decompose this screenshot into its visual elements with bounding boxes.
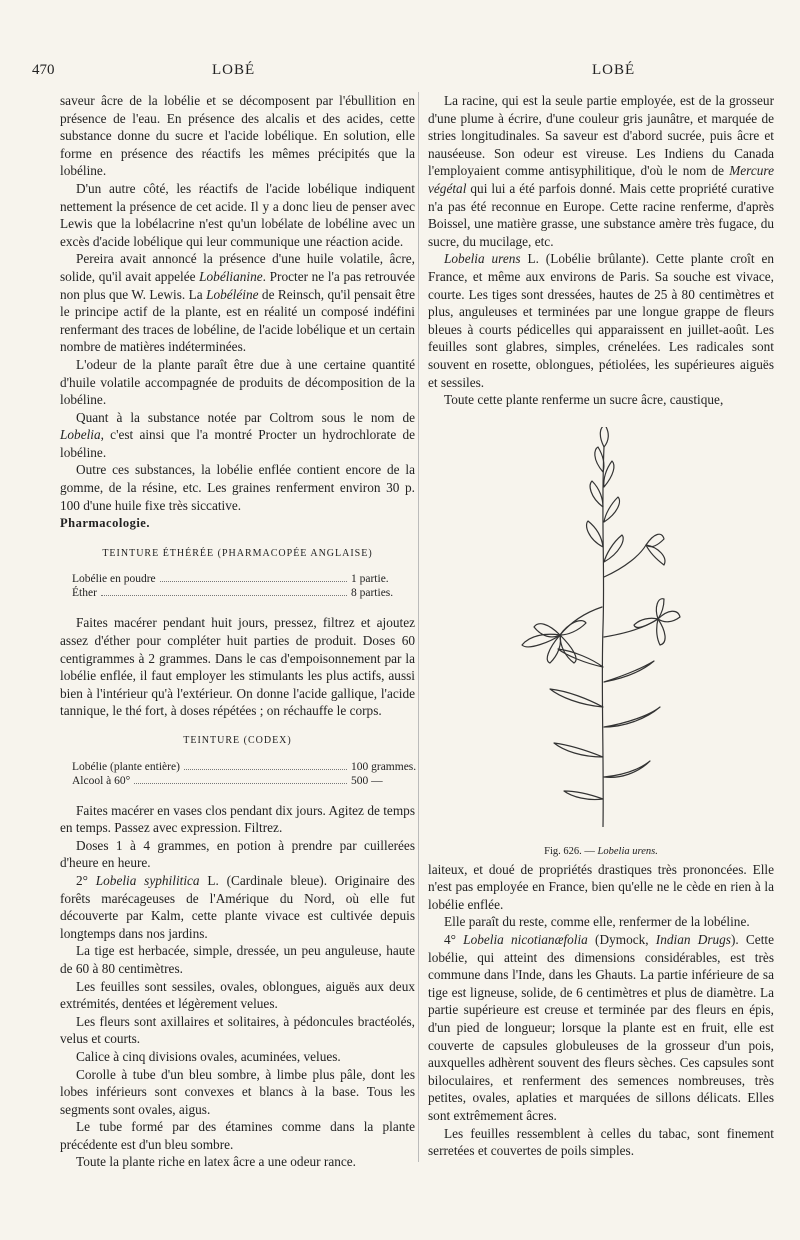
paragraph: Les feuilles sont sessiles, ovales, oblongues, aiguës aux deux extrémités, dentées et légèrement velues. xyxy=(60,978,415,1012)
right-column xyxy=(428,92,774,1160)
page-header xyxy=(0,62,800,82)
paragraph: Les fleurs sont axillaires et solitaires, à pédoncules bractéolés, velus et courts. xyxy=(60,1013,415,1047)
formula-row: Lobélie en poudre 1 partie. xyxy=(72,573,389,586)
paragraph: Toute la plante riche en latex âcre a une odeur rance. xyxy=(76,1154,356,1170)
paragraph: Faites macérer pendant huit jours, pressez, filtrez et ajoutez assez d'éther pour compléter huit parties de produit. Doses 60 centigrammes à 2 grammes. Dans le cas d'empoisonnement par la lobélie enflée, il faut employer les stimulants les plus actifs, aussi bien à l'intérieur qu'à l'extérieur. On donne l'acide gallique, l'acide tannique, le thé fort, à doses répétées ; on réchauffe le corps. xyxy=(60,615,415,719)
paragraph: Pereira avait annoncé la présence d'une huile volatile, âcre, solide, qu'il avait appelée Lobélianine. Procter ne l'a pas retrouvée non plus que W. Lewis. La Lobéléine de Reinsch, qu'il pensait être le principe actif de la plante, est en réalité un composé indéfini renfermant des traces de lobéline, de l'acide lobélique et un certain nombre de matières indéterminées. xyxy=(60,251,416,355)
paragraph: Faites macérer en vases clos pendant dix jours. Agitez de temps en temps. Passez avec expression. Filtrez. xyxy=(60,802,415,836)
formula-row: Éther 8 parties. xyxy=(72,587,394,600)
formula-row: Alcool à 60° 500 — xyxy=(72,774,383,787)
left-column xyxy=(60,92,415,1171)
paragraph: D'un autre côté, les réactifs de l'acide lobélique indiquent nettement la présence de cet acide. Il y a donc lieu de penser avec Lewis que la lobélacrine n'est qu'un lobélate de lobéline avec un excès d'acide lobélique qui leur communique une réaction acide. xyxy=(60,180,415,249)
paragraph: Calice à cinq divisions ovales, acuminées, velues. xyxy=(76,1048,341,1064)
paragraph: Les feuilles ressemblent à celles du tabac, sont finement serretées et couvertes de poils simples. xyxy=(428,1125,774,1159)
paragraph: Le tube formé par des étamines comme dans la plante précédente est d'un bleu sombre. xyxy=(60,1119,415,1152)
running-head-left: LOBÉ xyxy=(212,62,256,78)
column-divider xyxy=(418,92,419,1162)
paragraph: Toute cette plante renferme un sucre âcre, caustique, xyxy=(444,392,724,408)
paragraph: saveur âcre de la lobélie et se décomposent par l'ébullition en présence de l'eau. En présence des alcalis et des acides, cette substance donne du sucre et l'acide lobélique. En solution, elle forme en présence des réactifs les mêmes précipités que la lobéline. xyxy=(60,93,415,179)
paragraph: La tige est herbacée, simple, dressée, un peu anguleuse, haute de 60 à 80 centimètres. xyxy=(60,943,415,976)
formula-title: TEINTURE ÉTHÉRÉE (PHARMACOPÉE ANGLAISE) xyxy=(102,547,373,559)
page-number: 470 xyxy=(32,62,55,78)
paragraph: 4° Lobelia nicotianæfolia (Dymock, Indian Drugs). Cette lobélie, qui atteint des dimensions considérables, est très commune dans l'Inde, dans les Ghauts. La partie inférieure de sa tige est ligneuse, solide, de 6 centimètres et plus de diamètre. La partie supérieure est creuse et terminée par des fleurs en épis, d'un pied de longueur; lorsque la plante est en fruit, elle est couverte de capsules globuleuses de la grosseur d'un pois, auxquelles adhèrent souvent des fleurs sèches. Ces capsules sont biloculaires, et renferment des semences nombreuses, très petites, ovales, aplaties et marquées de sillons délicats. Elles sont extrêmement âcres. xyxy=(428,932,774,1123)
formula-row: Lobélie (plante entière) 100 grammes. xyxy=(72,760,417,773)
paragraph: La racine, qui est la seule partie employée, est de la grosseur d'une plume à écrire, d'une couleur gris jaunâtre, et marquée de stries longitudinales. Sa saveur est d'abord sucrée, puis âcre et nauséeuse. Son odeur est vireuse. Les Indiens du Canada l'employaient comme antisyphilitique, d'où le nom de Mercure végétal qui lui a été parfois donné. Mais cette propriété curative n'a pas été reconnue en Europe. Cette racine renferme, d'après Boissel, une matière grasse, une substance amère très fugace, du sucre, du mucilage, etc. xyxy=(428,93,774,249)
paragraph: L'odeur de la plante paraît être due à une certaine quantité d'huile volatile accompagnée de produits de décomposition de la lobéline. xyxy=(60,356,415,408)
paragraph: Quant à la substance notée par Coltrom sous le nom de Lobelia, c'est ainsi que l'a montré Procter un hydrochlorate de lobéline. xyxy=(60,409,415,460)
section-heading: Pharmacologie. xyxy=(60,516,150,531)
paragraph: Doses 1 à 4 grammes, en potion à prendre par cuillerées d'heure en heure. xyxy=(60,837,415,871)
paragraph: Corolle à tube d'un bleu sombre, à limbe plus pâle, dont les lobes inférieurs sont convexes et blancs à la base. Tous les segments sont ovales, aigus. xyxy=(60,1066,415,1117)
paragraph: Outre ces substances, la lobélie enflée contient encore de la gomme, de la résine, etc. Les graines renferment environ 30 p. 100 d'une huile fixe très siccative. xyxy=(60,462,415,513)
paragraph: Elle paraît du reste, comme elle, renfermer de la lobéline. xyxy=(444,914,750,930)
figure-caption: Fig. 626. — Lobelia urens. xyxy=(544,846,658,858)
figure xyxy=(428,421,774,861)
paragraph: Lobelia urens L. (Lobélie brûlante). Cette plante croît en France, et même aux environs de Paris. Sa souche est vivace, courte. Les tiges sont dressées, hautes de 25 à 80 centimètres et plus, anguleuses et terminées par une longue grappe de fleurs bleues à courts pédicelles qui apparaissent en juillet-août. Les feuilles sont glabres, simples, crénelées. Les radicales sont souvent en rosette, oblongues, pétiolées, les supérieures aiguës et sessiles. xyxy=(428,251,775,390)
paragraph: laiteux, et doué de propriétés drastiques très prononcées. Elle n'est pas employée en France, bien qu'elle ne le cède en rien à la lobélie enflée. xyxy=(428,861,774,912)
lobelia-illustration xyxy=(508,427,698,827)
running-head-right: LOBÉ xyxy=(592,62,636,78)
formula-title: TEINTURE (CODEX) xyxy=(183,735,292,746)
paragraph: 2° Lobelia syphilitica L. (Cardinale bleue). Originaire des forêts marécageuses de l'Amérique du Nord, où elle fut découverte par Kalm, cette plante vivace est cultivée depuis longtemps dans nos jardins. xyxy=(60,872,415,941)
